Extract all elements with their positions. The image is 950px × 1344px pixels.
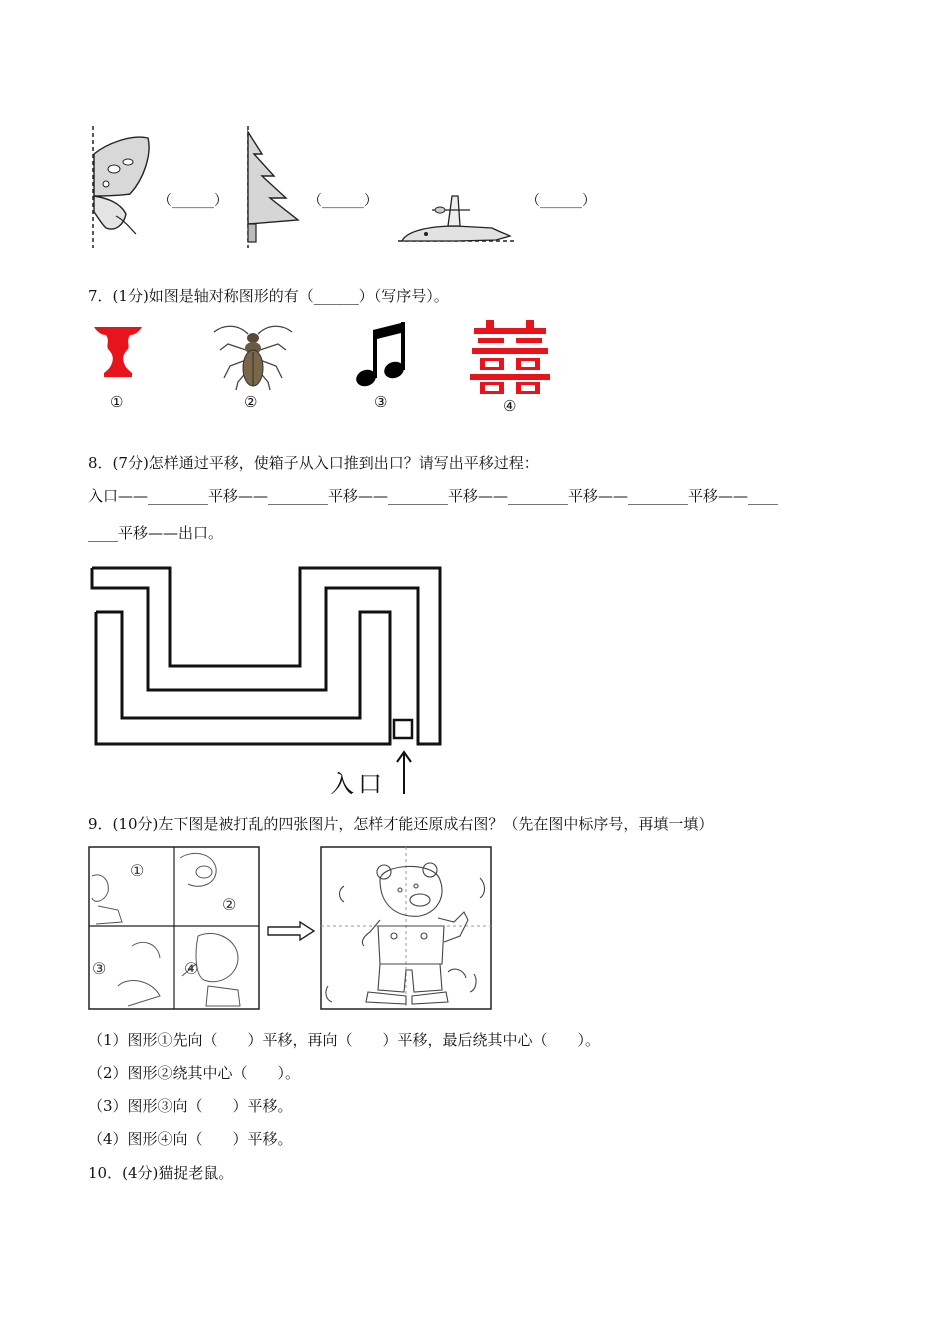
piece-label-1: ① [130,861,145,880]
piece-label-3: ③ [92,959,107,978]
q7-label-3: ③ [374,393,388,411]
maze-figure [90,566,450,798]
q9-item-4: （4）图形④向（ ）平移。 [88,1130,293,1148]
q9-item-3: （3）图形③向（ ）平移。 [88,1097,293,1115]
piece-label-2: ② [222,895,237,914]
tree-figure [240,124,306,250]
scrambled-puzzle [88,846,260,1010]
right-arrow-icon [266,920,316,942]
q8-fill-line-1[interactable]: 入口——________平移——________平移——________平移——________平移——________平移——____ [88,487,779,505]
maze-entrance-label: 入口 [330,770,386,798]
restored-puzzle [320,846,492,1010]
q9-text: 9．(10分)左下图是被打乱的四张图片，怎样才能还原成右图？（先在图中标序号，再填一填） [88,815,714,833]
piece-label-4: ④ [184,959,199,978]
q9-item-1: （1）图形①先向（ ）平移，再向（ ）平移，最后绕其中心（ ）。 [88,1031,601,1049]
q6-blank-3[interactable]: （______） [526,193,596,209]
q6-blank-2[interactable]: （______） [308,193,378,209]
q6-blank-1[interactable]: （______） [158,193,228,209]
airplane-figure [396,188,518,244]
butterfly-figure [86,124,156,250]
q7-text: 7．(1分)如图是轴对称图形的有（______）（写序号）。 [88,287,449,305]
q8-fill-line-2[interactable]: ____平移——出口。 [88,524,224,542]
q7-label-1: ① [110,393,124,411]
q9-item-2: （2）图形②绕其中心（ ）。 [88,1064,301,1082]
q7-label-4: ④ [503,397,517,415]
vase-faces-icon [90,323,146,383]
q7-label-2: ② [244,393,258,411]
q8-text: 8．(7分)怎样通过平移，使箱子从入口推到出口？请写出平移过程： [88,454,539,472]
beetle-icon [208,320,298,392]
q10-text: 10．(4分)猫捉老鼠。 [88,1164,234,1182]
music-note-icon [354,318,408,390]
double-happiness-icon [470,320,550,394]
